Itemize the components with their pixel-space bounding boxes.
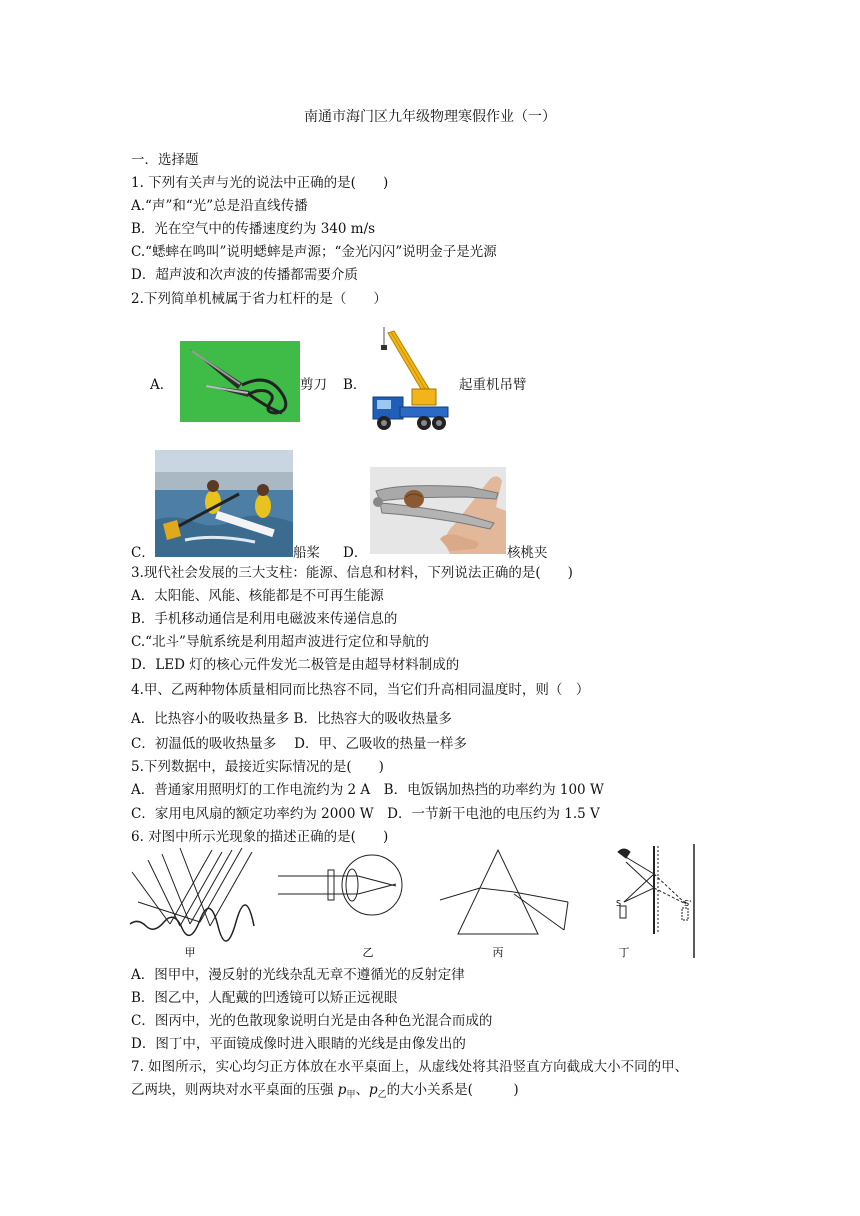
q5-options-cd: C．家用电风扇的额定功率约为 2000 W D．一节新干电池的电压约为 1.5 V <box>131 806 600 822</box>
q4-options-cd: C．初温低的吸收热量多 D．甲、乙吸收的热量一样多 <box>131 736 467 752</box>
q3-option-b: B．手机移动通信是利用电磁波来传递信息的 <box>131 611 398 627</box>
figure-label-yi: 乙 <box>362 946 374 959</box>
s-prime-label: S' <box>684 899 692 908</box>
q1-option-d: D．超声波和次声波的传播都需要介质 <box>131 267 358 283</box>
document-title: 南通市海门区九年级物理寒假作业（一） <box>304 109 556 125</box>
pressure-separator: 、 <box>355 1082 369 1098</box>
q3-stem: 3.现代社会发展的三大支柱：能源、信息和材料，下列说法正确的是( ) <box>131 565 573 581</box>
q2-option-d-label: D． <box>343 545 368 561</box>
q7-stem-line2 <box>131 1081 519 1101</box>
q3-option-d: D．LED 灯的核心元件发光二极管是由超导材料制成的 <box>131 657 460 673</box>
figure-bing <box>440 850 568 934</box>
q2-option-c-text: 船桨 <box>293 545 320 561</box>
q4-options-ab: A．比热容小的吸收热量多 B．比热容大的吸收热量多 <box>131 711 452 727</box>
q7-stem-line2-b: 的大小关系是( ) <box>386 1082 519 1098</box>
s-label: S <box>616 899 622 908</box>
q2-stem: 2.下列简单机械属于省力杠杆的是（ ） <box>131 291 387 307</box>
q2-option-b-label: B． <box>343 377 367 393</box>
q2-option-c-label: C． <box>131 545 155 561</box>
q1-stem: 1. 下列有关声与光的说法中正确的是( ) <box>131 175 389 191</box>
paddle-image <box>155 450 293 557</box>
nutcracker-image <box>370 467 506 554</box>
scissors-image <box>180 341 300 422</box>
crane-image <box>368 325 453 435</box>
q3-option-a: A．太阳能、风能、核能都是不可再生能源 <box>131 588 384 604</box>
light-phenomena-figure <box>128 842 708 960</box>
q1-option-a: A.“声”和“光”总是沿直线传播 <box>131 198 308 214</box>
pressure-subscript-yi: 乙 <box>377 1090 387 1100</box>
q6-option-b: B．图乙中，人配戴的凹透镜可以矫正远视眼 <box>131 990 398 1006</box>
q2-option-d-text: 核桃夹 <box>507 545 548 561</box>
q2-option-a-text: 剪刀 <box>300 377 327 393</box>
q7-stem-line1: 7. 如图所示，实心均匀正方体放在水平桌面上，从虚线处将其沿竖直方向截成大小不同的甲、 <box>131 1059 689 1075</box>
q2-option-b-text: 起重机吊臂 <box>459 377 527 393</box>
q4-stem: 4.甲、乙两种物体质量相同而比热容不同，当它们升高相同温度时，则（ ） <box>131 682 590 698</box>
q6-stem: 6. 对图中所示光现象的描述正确的是( ) <box>131 829 389 845</box>
figure-label-ding: 丁 <box>618 946 630 959</box>
pressure-symbol-b: p <box>368 1082 378 1098</box>
figure-jia <box>130 848 254 941</box>
q1-option-c: C.“蟋蟀在鸣叫”说明蟋蟀是声源；“金光闪闪”说明金子是光源 <box>131 244 497 260</box>
q5-stem: 5.下列数据中，最接近实际情况的是( ) <box>131 759 384 775</box>
q1-option-b: B．光在空气中的传播速度约为 340 m/s <box>131 221 376 237</box>
figure-label-bing: 丙 <box>492 946 504 959</box>
q6-option-c: C．图丙中，光的色散现象说明白光是由各种色光混合而成的 <box>131 1013 493 1029</box>
figure-yi <box>278 855 402 915</box>
section-heading: 一．选择题 <box>131 152 199 168</box>
q3-option-c: C.“北斗”导航系统是利用超声波进行定位和导航的 <box>131 634 429 650</box>
q5-options-ab: A．普通家用照明灯的工作电流约为 2 A B．电饭锅加热挡的功率约为 100 W <box>131 782 604 798</box>
figure-label-jia: 甲 <box>184 946 196 959</box>
q6-option-d: D．图丁中，平面镜成像时进入眼睛的光线是由像发出的 <box>131 1036 466 1052</box>
q6-option-a: A．图甲中，漫反射的光线杂乱无章不遵循光的反射定律 <box>131 967 465 983</box>
pressure-symbol-a: p <box>337 1082 347 1098</box>
q2-option-a-label: A． <box>150 377 174 393</box>
pressure-subscript-jia: 甲 <box>346 1090 356 1100</box>
figure-ding <box>618 844 694 958</box>
q7-stem-line2-a: 乙两块，则两块对水平桌面的压强 <box>131 1082 338 1098</box>
